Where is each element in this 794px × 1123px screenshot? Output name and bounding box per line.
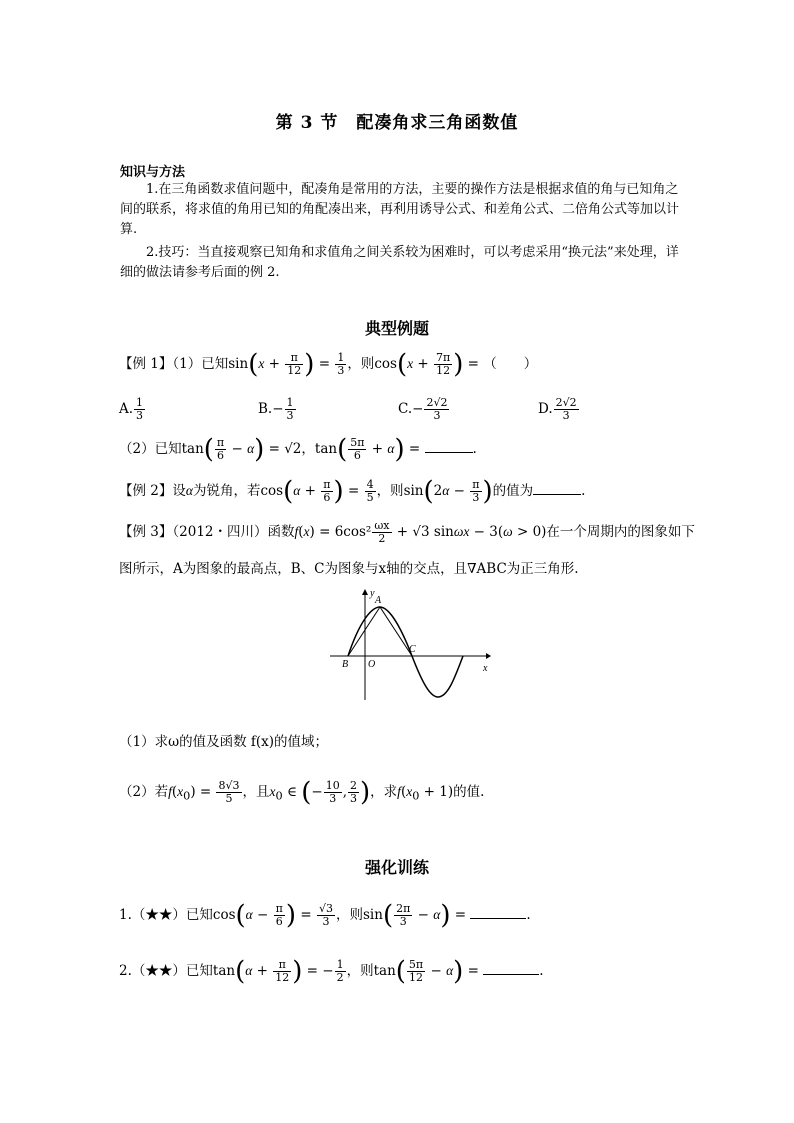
knowledge-paragraph-1: 1.在三角函数求值问题中，配凑角是常用的方法，主要的操作方法是根据求值的角与已知角之间的联系，将求值的角用已知的角配凑出来，再利用诱导公式、和差角公式、二倍角公式等加以计算. bbox=[120, 182, 680, 237]
triangle-side-ac bbox=[380, 607, 412, 656]
answer-blank[interactable] bbox=[533, 482, 581, 495]
example-3-question-1: （1）求ω的值及函数 f(x)的值域； bbox=[119, 734, 329, 750]
answer-blank[interactable] bbox=[425, 440, 473, 453]
example-2-label: 【例 2】 bbox=[119, 483, 173, 499]
option-d: D. $\frac{2√2}{3}$ bbox=[538, 396, 577, 422]
example-1-line: 【例 1】（1）已知sin(x + $\frac{\pi}{12}$ ) = $\frac{1}{3}$ ，则cos(x + $\frac{7\pi}{12}$ ) = （ ） bbox=[119, 349, 538, 380]
label-x: x bbox=[483, 663, 488, 674]
label-a: A bbox=[375, 595, 382, 606]
example-3-line-2: 图所示，A为图象的最高点，B、C为图象与x轴的交点，且∇ABC为正三角形. bbox=[119, 561, 579, 577]
examples-heading: 典型例题 bbox=[364, 319, 429, 338]
training-item-1: 1.（★★）已知cos(α − $\frac{\pi}{6}$ ) = $\frac{√3}{3}$ ，则sin( $\frac{2\pi}{3}$ − α) = . bbox=[119, 900, 531, 931]
label-b: B bbox=[342, 659, 349, 670]
triangle-side-ba bbox=[348, 607, 380, 656]
option-c: C.− $\frac{2√2}{3}$ bbox=[398, 396, 448, 422]
page-title: 第 3 节 配凑角求三角函数值 bbox=[275, 113, 519, 133]
example-2-line: 【例 2】设α为锐角，若cos(α + $\frac{\pi}{6}$ ) = $\frac{4}{5}$ ，则sin(2α − $\frac{\pi}{3}$ )的值为 . bbox=[119, 476, 586, 507]
label-c: C bbox=[409, 644, 416, 655]
section-heading-knowledge: 知识与方法 bbox=[120, 165, 186, 180]
y-axis-arrow-icon bbox=[362, 589, 368, 595]
example-1-part-2: （2）已知tan( $\frac{\pi}{6}$ − α) = √2，tan( $\frac{5\pi}{6}$ + α) = . bbox=[119, 434, 477, 465]
x-axis-arrow-icon bbox=[486, 653, 491, 659]
training-heading: 强化训练 bbox=[364, 858, 429, 877]
example-3-question-2: （2）若$f(x_0)$ = $\frac{8√3}{5}$ ，且$x_0$ ∈ (− $\frac{10}{3}$ , $\frac{2}{3}$ )，求$f(x_0 + 1)$的值. bbox=[119, 777, 485, 808]
sine-graph bbox=[320, 585, 500, 705]
label-o: O bbox=[368, 659, 376, 670]
example-1-label: 【例 1】 bbox=[119, 356, 173, 372]
answer-blank[interactable] bbox=[470, 906, 526, 919]
answer-blank[interactable] bbox=[483, 962, 539, 975]
example-3-label: 【例 3】 bbox=[119, 524, 173, 540]
option-b: B.− $\frac{1}{3}$ bbox=[258, 396, 294, 422]
option-a: A. $\frac{1}{3}$ bbox=[119, 396, 144, 422]
label-y: y bbox=[370, 588, 375, 599]
training-item-2: 2.（★★）已知tan(α + $\frac{\pi}{12}$ ) = − $\frac{1}{2}$ ，则tan( $\frac{5\pi}{12}$ − α) = . bbox=[119, 956, 544, 987]
knowledge-paragraph-2: 2.技巧：当直接观察已知角和求值角之间关系较为困难时，可以考虑采用“换元法”来处理，详细的做法请参考后面的例 2. bbox=[120, 245, 679, 280]
example-3-line-1: 【例 3】（2012・四川）函数f(x) = 6cos² $\frac{\omega x}{2}$ + √3 sinωx − 3(ω > 0)在一个周期内的图象如下 bbox=[119, 519, 695, 545]
